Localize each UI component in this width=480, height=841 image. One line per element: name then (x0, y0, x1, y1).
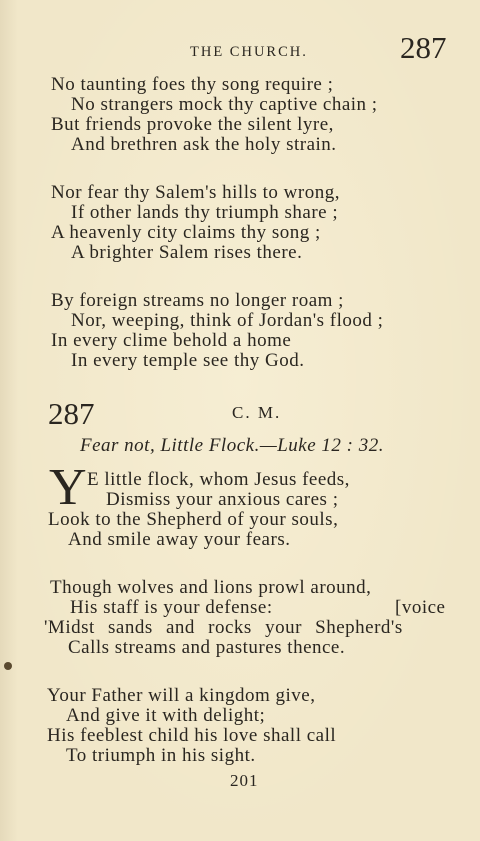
verse-line: Nor fear thy Salem's hills to wrong, (51, 182, 340, 203)
verse-line: And brethren ask the holy strain. (71, 134, 337, 155)
verse-line: E little flock, whom Jesus feeds, (87, 469, 350, 490)
hymn-meter: C. M. (232, 403, 282, 422)
verse-line: His feeblest child his love shall call (47, 725, 337, 746)
verse-line: 'Midst sands and rocks your Shepherd's (44, 617, 403, 638)
verse-line: Look to the Shepherd of your souls, (48, 509, 339, 530)
verse-line: No strangers mock thy captive chain ; (71, 94, 378, 115)
running-title: THE CHURCH. (190, 44, 308, 60)
verse-line: And give it with delight; (66, 705, 266, 726)
verse-line: Your Father will a kingdom give, (47, 685, 316, 706)
verse-line: By foreign streams no longer roam ; (51, 290, 344, 311)
verse-line: Calls streams and pastures thence. (68, 637, 346, 658)
verse-line: Dismiss your anxious cares ; (106, 489, 339, 510)
drop-cap: Y (49, 459, 87, 516)
page-hymn-number: 287 (400, 30, 447, 65)
hymn-number: 287 (48, 396, 95, 431)
turnover-word: [voice (395, 597, 446, 618)
verse-line: In every clime behold a home (51, 330, 292, 351)
verse-line: Though wolves and lions prowl around, (50, 577, 372, 598)
verse-line: His staff is your defense: (70, 597, 273, 618)
verse-line: No taunting foes thy song require ; (51, 74, 334, 95)
verse-line: A brighter Salem rises there. (71, 242, 303, 263)
verse-line: But friends provoke the silent lyre, (51, 114, 334, 135)
verse-line: In every temple see thy God. (71, 350, 305, 371)
folio-number: 201 (230, 771, 259, 790)
verse-line: If other lands thy triumph share ; (71, 202, 339, 223)
paper-blemish (4, 662, 12, 670)
verse-line: Nor, weeping, think of Jordan's flood ; (71, 310, 384, 331)
verse-line: A heavenly city claims thy song ; (51, 222, 321, 243)
hymn-subtitle: Fear not, Little Flock.—Luke 12 : 32. (80, 435, 384, 456)
verse-line: To triumph in his sight. (66, 745, 256, 766)
verse-line: And smile away your fears. (68, 529, 291, 550)
